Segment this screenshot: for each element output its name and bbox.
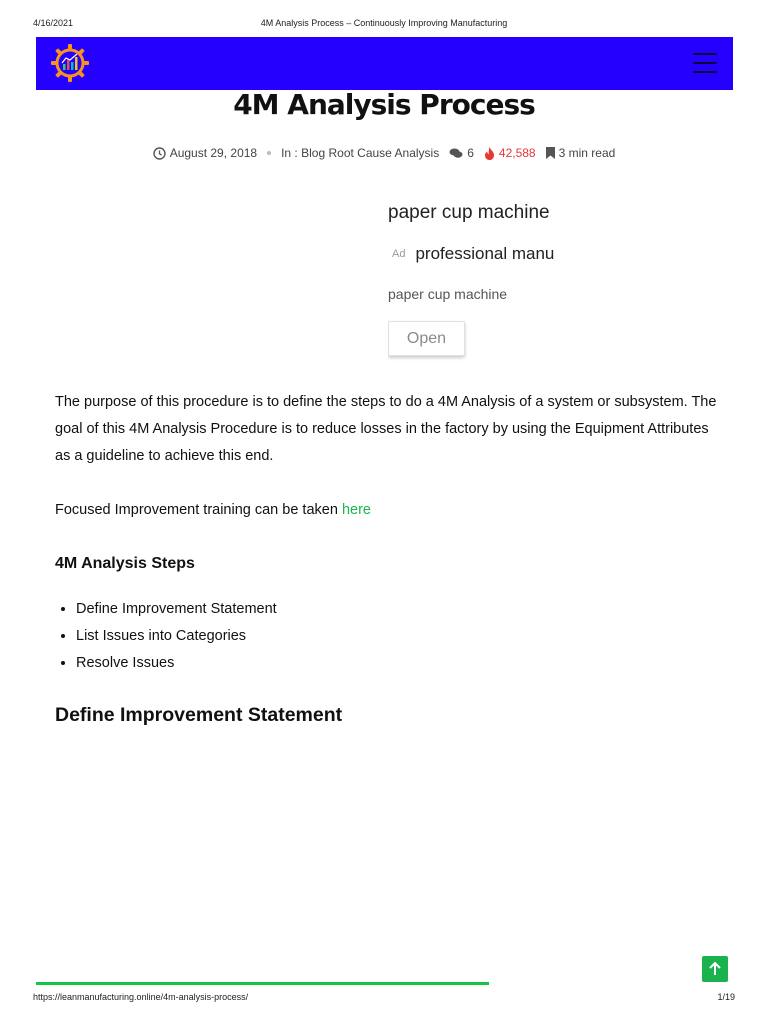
- gear-chart-logo-icon: [50, 43, 90, 83]
- fire-icon: [484, 147, 495, 160]
- meta-separator: [267, 151, 271, 155]
- comments-icon: [449, 148, 463, 159]
- site-logo[interactable]: [50, 43, 90, 83]
- post-comments[interactable]: [449, 146, 474, 160]
- category-links[interactable]: Blog Root Cause Analysis: [301, 146, 440, 160]
- site-header: [36, 37, 733, 90]
- article-body: [55, 389, 725, 677]
- print-title: 4M Analysis Process – Continuously Improving Manufacturing: [260, 18, 508, 28]
- post-date: [153, 146, 257, 160]
- views-count: 42,588: [498, 146, 536, 160]
- post-date-text: August 29, 2018: [169, 146, 258, 160]
- ad-headline[interactable]: professional manu: [415, 244, 555, 263]
- hamburger-menu-icon[interactable]: [693, 53, 717, 73]
- scroll-to-top-button[interactable]: [702, 956, 728, 982]
- menu-line: [693, 71, 717, 73]
- post-read-time: [546, 146, 616, 160]
- menu-line: [693, 62, 717, 64]
- training-link[interactable]: here: [341, 502, 371, 518]
- post-meta: [0, 146, 768, 160]
- steps-list: [55, 596, 725, 677]
- arrow-up-icon: [708, 962, 722, 976]
- ad-display-url[interactable]: paper cup machine: [388, 286, 508, 302]
- ad-label: Ad: [392, 248, 406, 260]
- read-time-text: 3 min read: [558, 146, 616, 160]
- page-title: 4M Analysis Process: [233, 88, 535, 121]
- ad-title[interactable]: paper cup machine: [388, 202, 550, 223]
- print-header: [0, 18, 768, 32]
- post-categories: [281, 146, 439, 160]
- post-views: [484, 146, 536, 160]
- reading-progress-bar: [36, 982, 733, 985]
- print-footer: [0, 992, 768, 1006]
- print-date: 4/16/2021: [33, 18, 74, 28]
- training-text: Focused Improvement training can be taken: [55, 502, 342, 518]
- intro-paragraph: The purpose of this procedure is to define the steps to do a 4M Analysis of a system or subsystem. The goal of this 4M Analysis Procedure is to reduce losses in the factory by using the Equipment Attributes as a guideline to achieve this end.: [55, 394, 717, 464]
- print-url: https://leanmanufacturing.online/4m-analysis-process/: [33, 992, 249, 1002]
- list-item: • List Issues into Categories: [76, 623, 725, 650]
- bookmark-icon: [546, 147, 555, 159]
- print-page-number: 1/19: [717, 992, 735, 1002]
- comments-count: 6: [467, 146, 474, 160]
- steps-heading: 4M Analysis Steps: [55, 555, 195, 572]
- section-heading: Define Improvement Statement: [55, 704, 343, 726]
- training-paragraph: [55, 497, 725, 524]
- advertisement[interactable]: [388, 198, 563, 368]
- menu-line: [693, 53, 717, 55]
- ad-open-button[interactable]: Open: [388, 321, 465, 356]
- ad-headline-row[interactable]: [388, 244, 563, 264]
- list-item: • Resolve Issues: [76, 650, 725, 677]
- clock-icon: [153, 147, 166, 160]
- category-prefix: In :: [281, 146, 298, 160]
- reading-progress-fill: [36, 982, 489, 985]
- list-item: • Define Improvement Statement: [76, 596, 725, 623]
